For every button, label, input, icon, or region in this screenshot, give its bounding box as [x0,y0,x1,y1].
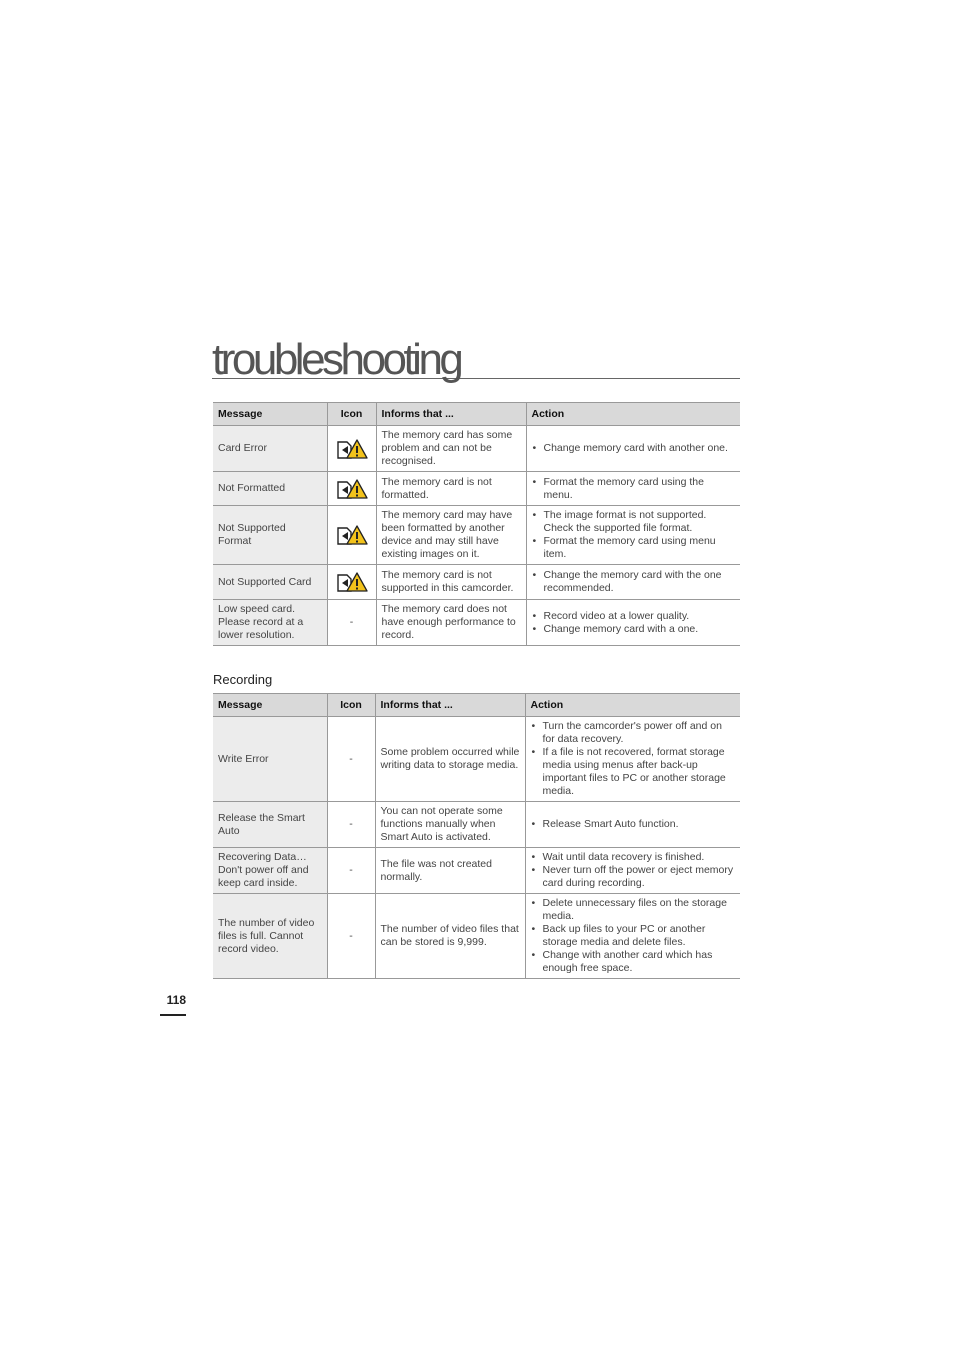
icon-cell [327,802,375,848]
icon-cell [327,506,376,565]
action-list [531,897,736,975]
icon-cell [327,848,375,894]
icon-cell [327,565,376,600]
action-list [532,610,736,636]
table-row [213,426,740,472]
no-icon-dash: - [349,818,353,830]
message-cell: Release the Smart Auto [213,802,327,848]
informs-cell: The file was not created normally. [375,848,525,894]
informs-cell: The memory card is not supported in this camcorder. [376,565,526,600]
action-cell [526,472,740,506]
action-list [532,569,736,595]
action-item: • Format the memory card using menu item. [532,535,736,561]
table-row [213,802,740,848]
header-informs: Informs that ... [375,694,525,717]
table-row [213,506,740,565]
action-item: • Never turn off the power or eject memory card during recording. [531,864,736,890]
no-icon-dash: - [349,752,353,765]
informs-cell: You can not operate some functions manually when Smart Auto is activated. [375,802,525,848]
table-row [213,565,740,600]
table-row [213,894,740,979]
action-item: • Change memory card with a one. [532,623,736,636]
card-warning-icon [336,529,368,541]
message-cell: Recovering Data… Don't power off and keep card inside. [213,848,327,894]
icon-cell [327,472,376,506]
action-cell [526,506,740,565]
action-item: • Wait until data recovery is finished. [531,851,736,864]
action-cell [525,802,740,848]
page-title: troubleshooting [212,338,740,379]
action-list [531,851,736,890]
action-cell [526,565,740,600]
no-icon-dash: - [349,616,354,628]
page-number: 118 [160,992,186,1016]
no-icon-dash: - [349,929,353,942]
action-item: • Release Smart Auto function. [531,818,736,831]
memory-card-messages-table [213,402,740,646]
header-action: Action [526,403,740,426]
message-cell: Not Supported Format [213,506,327,565]
table-row [213,848,740,894]
message-cell: The number of video files is full. Cannot record video. [213,894,327,979]
action-cell [526,600,740,646]
action-list [531,818,736,831]
action-item: • The image format is not supported. Check the supported file format. [532,509,736,535]
action-list [532,442,736,455]
informs-cell: Some problem occurred while writing data to storage media. [375,717,525,802]
table-row [213,600,740,646]
action-list [531,720,736,798]
action-item: • Change memory card with another one. [532,442,736,455]
card-warning-icon [336,442,368,454]
message-cell: Not Supported Card [213,565,327,600]
informs-cell: The memory card is not formatted. [376,472,526,506]
action-item: • Delete unnecessary files on the storage media. [531,897,736,923]
action-item: • Turn the camcorder's power off and on for data recovery. [531,720,736,746]
icon-cell [327,717,375,802]
action-item: • If a file is not recovered, format storage media using menus after back-up important files to PC or another storage media. [531,746,736,798]
action-cell [525,848,740,894]
recording-messages-table [213,693,740,979]
informs-cell: The memory card does not have enough performance to record. [376,600,526,646]
informs-cell: The memory card may have been formatted by another device and may still have existing images on it. [376,506,526,565]
table-row [213,717,740,802]
action-cell [525,717,740,802]
message-cell: Card Error [213,426,327,472]
action-list [532,509,736,561]
header-message: Message [213,694,327,717]
informs-cell: The number of video files that can be stored is 9,999. [375,894,525,979]
informs-cell: The memory card has some problem and can not be recognised. [376,426,526,472]
icon-cell [327,894,375,979]
message-cell: Write Error [213,717,327,802]
header-icon: Icon [327,694,375,717]
action-item: • Change the memory card with the one recommended. [532,569,736,595]
header-informs: Informs that ... [376,403,526,426]
recording-heading: Recording [213,672,273,687]
icon-cell [327,600,376,646]
action-cell [525,894,740,979]
table-header-row [213,403,740,426]
header-message: Message [213,403,327,426]
card-warning-icon [336,482,368,494]
message-cell: Not Formatted [213,472,327,506]
table-header-row [213,694,740,717]
action-item: • Change with another card which has enough free space. [531,949,736,975]
message-cell: Low speed card. Please record at a lower resolution. [213,600,327,646]
header-icon: Icon [327,403,376,426]
action-cell [526,426,740,472]
icon-cell [327,426,376,472]
action-list [532,476,736,502]
no-icon-dash: - [349,864,353,876]
header-action: Action [525,694,740,717]
action-item: • Back up files to your PC or another storage media and delete files. [531,923,736,949]
action-item: • Record video at a lower quality. [532,610,736,623]
action-item: • Format the memory card using the menu. [532,476,736,502]
table-row [213,472,740,506]
card-warning-icon [336,576,368,588]
